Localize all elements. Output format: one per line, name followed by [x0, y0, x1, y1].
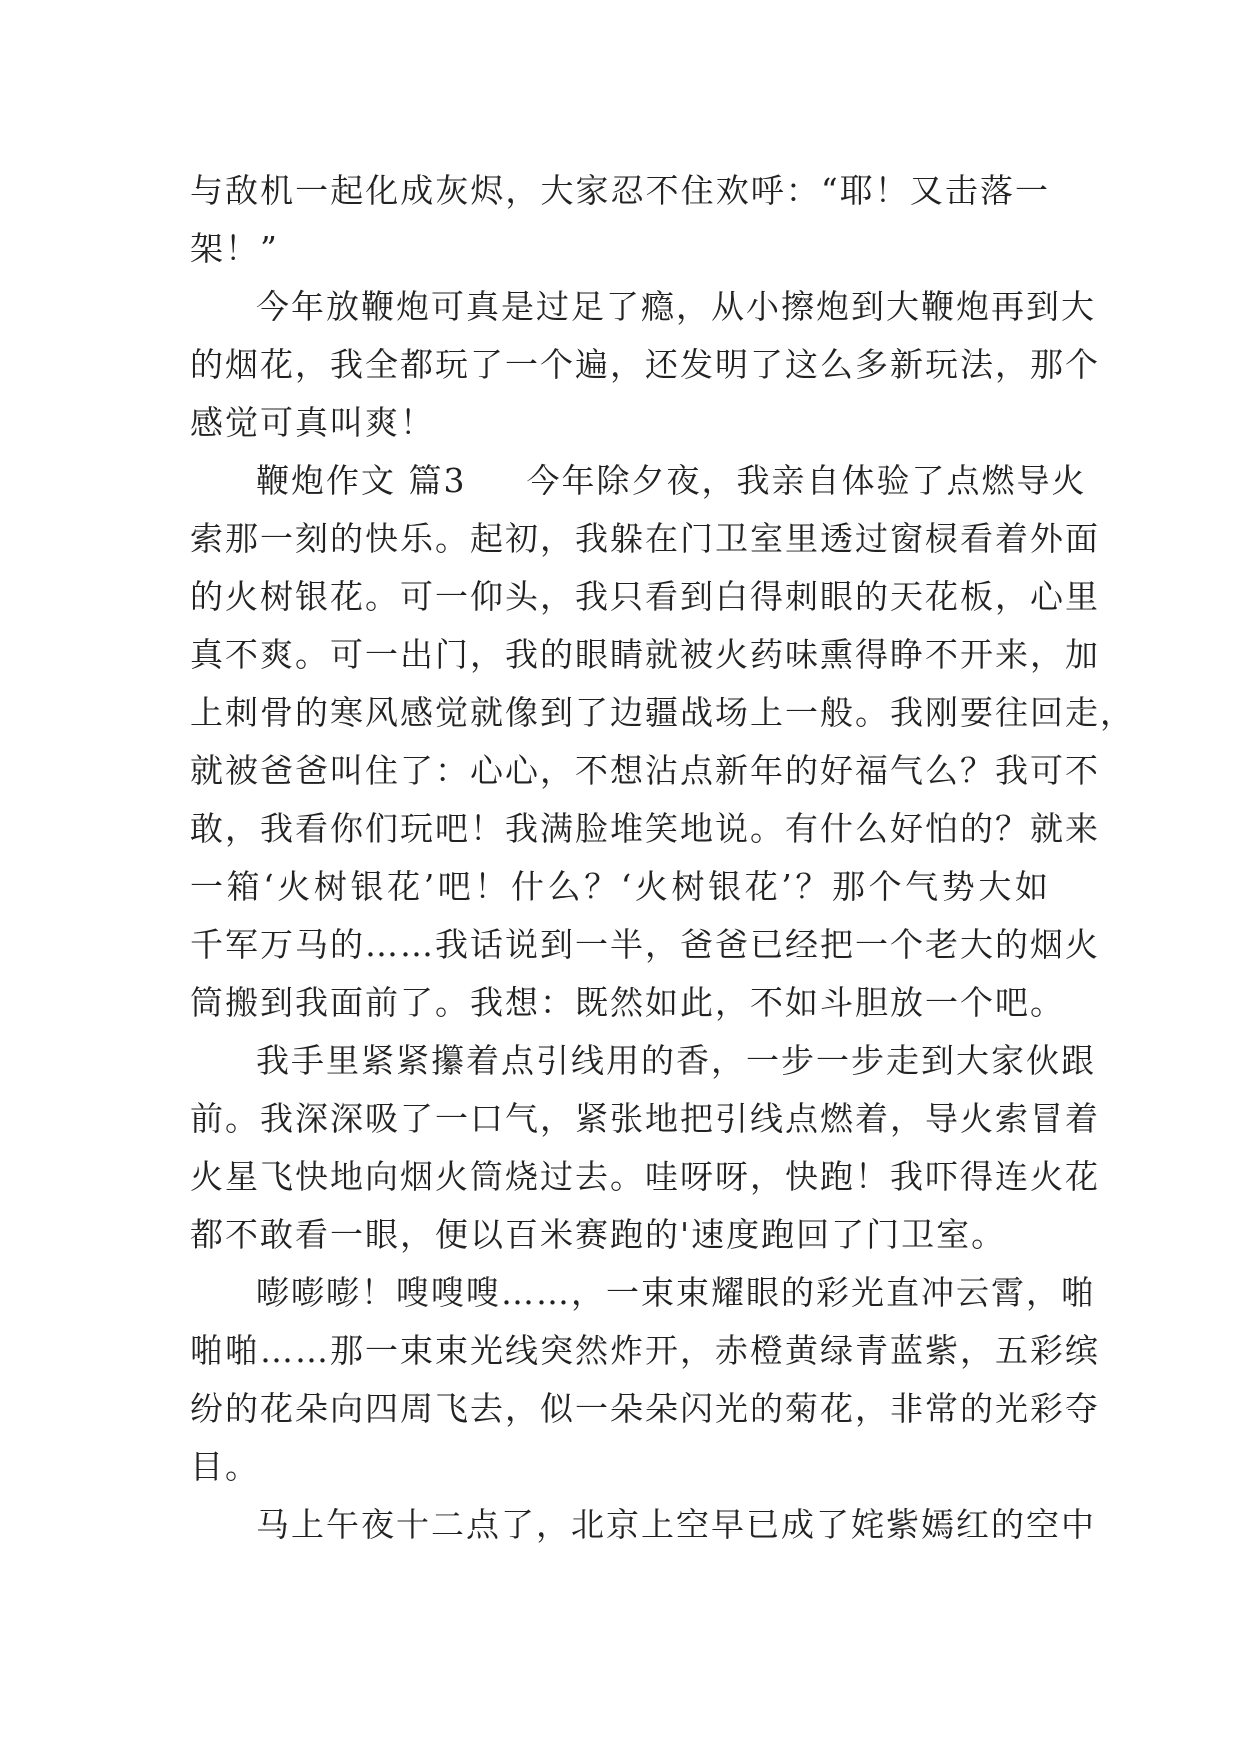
- text-line: 就被爸爸叫住了：心心，不想沾点新年的好福气么？我可不: [190, 751, 1100, 790]
- text-line: 真不爽。可一出门，我的眼睛就被火药味熏得睁不开来，加: [190, 635, 1100, 674]
- text-line: 纷的花朵向四周飞去，似一朵朵闪光的菊花，非常的光彩夺: [190, 1389, 1100, 1428]
- text-line: 火星飞快地向烟火筒烧过去。哇呀呀，快跑！我吓得连火花: [190, 1157, 1100, 1196]
- text-line: 我手里紧紧攥着点引线用的香，一步一步走到大家伙跟: [256, 1041, 1096, 1080]
- text-line: 与敌机一起化成灰烬，大家忍不住欢呼：“耶！又击落一: [190, 171, 1050, 210]
- text-line: 的烟花，我全都玩了一个遍，还发明了这么多新玩法，那个: [190, 345, 1100, 384]
- text-line: 嘭嘭嘭！嗖嗖嗖……，一束束耀眼的彩光直冲云霄，啪: [256, 1273, 1096, 1312]
- text-line: 的火树银花。可一仰头，我只看到白得刺眼的天花板，心里: [190, 577, 1100, 616]
- paragraph: [190, 1496, 1096, 1554]
- text-line: 今年放鞭炮可真是过足了瘾，从小擦炮到大鞭炮再到大: [256, 287, 1096, 326]
- text-line: 啪啪……那一束束光线突然炸开，赤橙黄绿青蓝紫，五彩缤: [190, 1331, 1100, 1370]
- text-line: 上刺骨的寒风感觉就像到了边疆战场上一般。我刚要往回走，: [190, 693, 1135, 732]
- paragraph: [190, 162, 1050, 278]
- text-line: 索那一刻的快乐。起初，我躲在门卫室里透过窗棂看着外面: [190, 519, 1100, 558]
- paragraph: [190, 278, 1100, 452]
- text-line: 筒搬到我面前了。我想：既然如此，不如斗胆放一个吧。: [190, 983, 1065, 1022]
- paragraph: [190, 1264, 1100, 1496]
- text-line: 前。我深深吸了一口气，紧张地把引线点燃着，导火索冒着: [190, 1099, 1100, 1138]
- paragraph: [190, 1032, 1100, 1264]
- text-line: 一箱‘火树银花’吧！什么？‘火树银花’？那个气势大如: [190, 867, 1050, 906]
- text-line: 马上午夜十二点了，北京上空早已成了姹紫嫣红的空中: [256, 1505, 1096, 1544]
- text-line: 感觉可真叫爽！: [190, 403, 435, 442]
- text-line: 千军万马的……我话说到一半，爸爸已经把一个老大的烟火: [190, 925, 1100, 964]
- paragraph: [190, 452, 1135, 1032]
- heading-line-text: 今年除夕夜，我亲自体验了点燃导火: [526, 461, 1087, 500]
- text-line: 架！”: [190, 229, 279, 268]
- section-heading: 鞭炮作文 篇3: [256, 461, 467, 500]
- text-line: 目。: [190, 1447, 260, 1486]
- article-body: [190, 162, 1135, 1554]
- text-line: 都不敢看一眼，便以百米赛跑的'速度跑回了门卫室。: [190, 1215, 1007, 1254]
- text-line: 敢，我看你们玩吧！我满脸堆笑地说。有什么好怕的？就来: [190, 809, 1100, 848]
- text-line: [190, 452, 1087, 510]
